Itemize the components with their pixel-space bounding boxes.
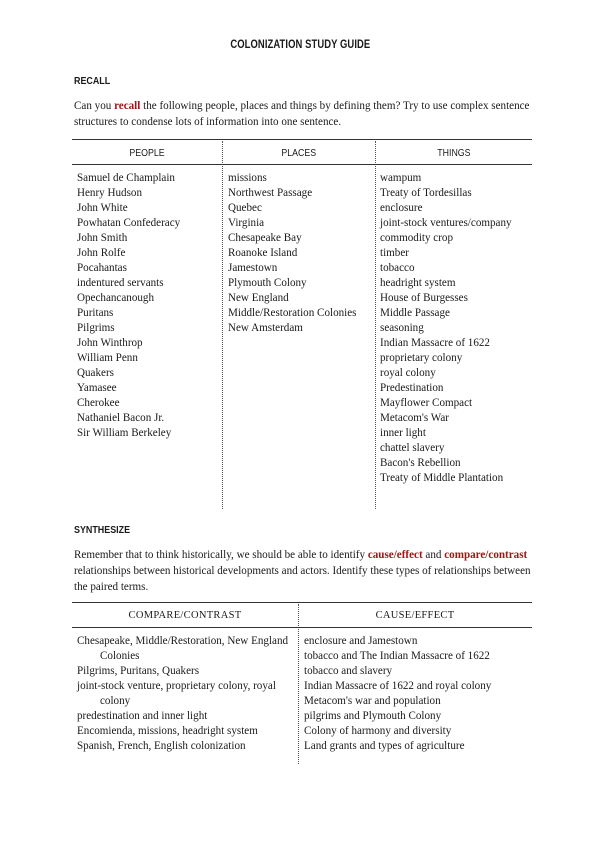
list-item: Bacon's Rebellion: [380, 457, 461, 469]
list-item: enclosure and Jamestown: [304, 635, 418, 647]
synthesize-heading: SYNTHESIZE: [74, 524, 131, 536]
list-item: New England: [228, 292, 289, 304]
list-item: Jamestown: [228, 262, 278, 274]
list-item: royal colony: [380, 367, 436, 379]
list-item: Mayflower Compact: [380, 397, 473, 409]
list-item: Treaty of Tordesillas: [380, 187, 472, 199]
synthesize-intro: Remember that to think historically, we should be able to identify cause/effect and compare/contrast relationships between historical developments and actors. Identify these types of relationships between the paired terms.: [74, 549, 531, 593]
list-item: tobacco and slavery: [304, 665, 393, 677]
list-item: Roanoke Island: [228, 247, 298, 259]
places-header: PLACES: [281, 148, 316, 159]
recall-intro: Can you recall the following people, places and things by defining them? Try to use complex sentence structures to condense lots of information into one sentence.: [74, 100, 530, 128]
list-item: Middle Passage: [380, 307, 450, 319]
list-item: House of Burgesses: [380, 292, 468, 304]
recall-highlight: recall: [114, 100, 141, 112]
list-item: proprietary colony: [380, 352, 463, 364]
recall-top-rule: [72, 139, 532, 140]
recall-divider-1: [222, 141, 223, 509]
list-item: Chesapeake, Middle/Restoration, New England Colonies: [77, 635, 289, 662]
list-item: New Amsterdam: [228, 322, 303, 334]
list-item: Cherokee: [77, 397, 120, 409]
compare-contrast-header: COMPARE/CONTRAST: [128, 610, 242, 621]
list-item: John Smith: [77, 232, 128, 244]
cause-effect-highlight: cause/effect: [367, 549, 423, 561]
list-item: joint-stock ventures/company: [380, 217, 512, 229]
list-item: Sir William Berkeley: [77, 427, 172, 439]
synthesize-header-rule: [72, 627, 532, 628]
cause-list: [304, 634, 530, 754]
list-item: inner light: [380, 427, 426, 439]
list-item: Virginia: [228, 217, 265, 229]
list-item: seasoning: [380, 322, 424, 334]
list-item: headright system: [380, 277, 456, 289]
list-item: Indian Massacre of 1622: [380, 337, 490, 349]
list-item: Pocahantas: [77, 262, 127, 274]
list-item: Powhatan Confederacy: [77, 217, 181, 229]
list-item: indentured servants: [77, 277, 164, 289]
cause-effect-header: CAUSE/EFFECT: [375, 610, 455, 621]
places-list: [228, 171, 373, 336]
list-item: John White: [77, 202, 128, 214]
recall-heading: RECALL: [74, 75, 111, 87]
people-list: [77, 171, 217, 441]
list-item: timber: [380, 247, 409, 259]
list-item: Opechancanough: [77, 292, 155, 304]
list-item: predestination and inner light: [77, 710, 208, 722]
list-item: wampum: [380, 172, 422, 184]
list-item: Samuel de Champlain: [77, 172, 175, 184]
list-item: Spanish, French, English colonization: [77, 740, 246, 752]
list-item: Nathaniel Bacon Jr.: [77, 412, 165, 424]
list-item: Yamasee: [77, 382, 117, 394]
list-item: Quakers: [77, 367, 114, 379]
list-item: tobacco: [380, 262, 415, 274]
list-item: Northwest Passage: [228, 187, 313, 199]
things-header: THINGS: [436, 148, 471, 159]
list-item: Pilgrims: [77, 322, 115, 334]
list-item: chattel slavery: [380, 442, 445, 454]
list-item: Indian Massacre of 1622 and royal colony: [304, 680, 492, 692]
list-item: Metacom's war and population: [304, 695, 441, 707]
list-item: Quebec: [228, 202, 262, 214]
list-item: missions: [228, 172, 267, 184]
recall-header-rule: [72, 164, 532, 165]
list-item: Treaty of Middle Plantation: [380, 472, 504, 484]
list-item: Chesapeake Bay: [228, 232, 302, 244]
people-header: PEOPLE: [129, 148, 165, 159]
list-item: commodity crop: [380, 232, 454, 244]
things-list: [380, 171, 530, 486]
page-title: COLONIZATION STUDY GUIDE: [230, 39, 370, 51]
list-item: pilgrims and Plymouth Colony: [304, 710, 442, 722]
list-item: enclosure: [380, 202, 423, 214]
list-item: Colony of harmony and diversity: [304, 725, 452, 737]
list-item: John Winthrop: [77, 337, 143, 349]
list-item: Middle/Restoration Colonies: [228, 307, 357, 319]
list-item: John Rolfe: [77, 247, 126, 259]
synthesize-divider: [298, 604, 299, 764]
compare-list: [77, 634, 295, 754]
list-item: Henry Hudson: [77, 187, 143, 199]
list-item: Plymouth Colony: [228, 277, 307, 289]
synthesize-top-rule: [72, 602, 532, 603]
list-item: Land grants and types of agriculture: [304, 740, 465, 752]
recall-divider-2: [375, 141, 376, 509]
list-item: Encomienda, missions, headright system: [77, 725, 258, 737]
list-item: Pilgrims, Puritans, Quakers: [77, 665, 200, 677]
list-item: Puritans: [77, 307, 114, 319]
list-item: joint-stock venture, proprietary colony, royal colony: [77, 680, 276, 707]
list-item: Predestination: [380, 382, 444, 394]
list-item: tobacco and The Indian Massacre of 1622: [304, 650, 490, 662]
list-item: William Penn: [77, 352, 138, 364]
compare-contrast-highlight: compare/contrast: [444, 549, 528, 561]
list-item: Metacom's War: [380, 412, 449, 424]
